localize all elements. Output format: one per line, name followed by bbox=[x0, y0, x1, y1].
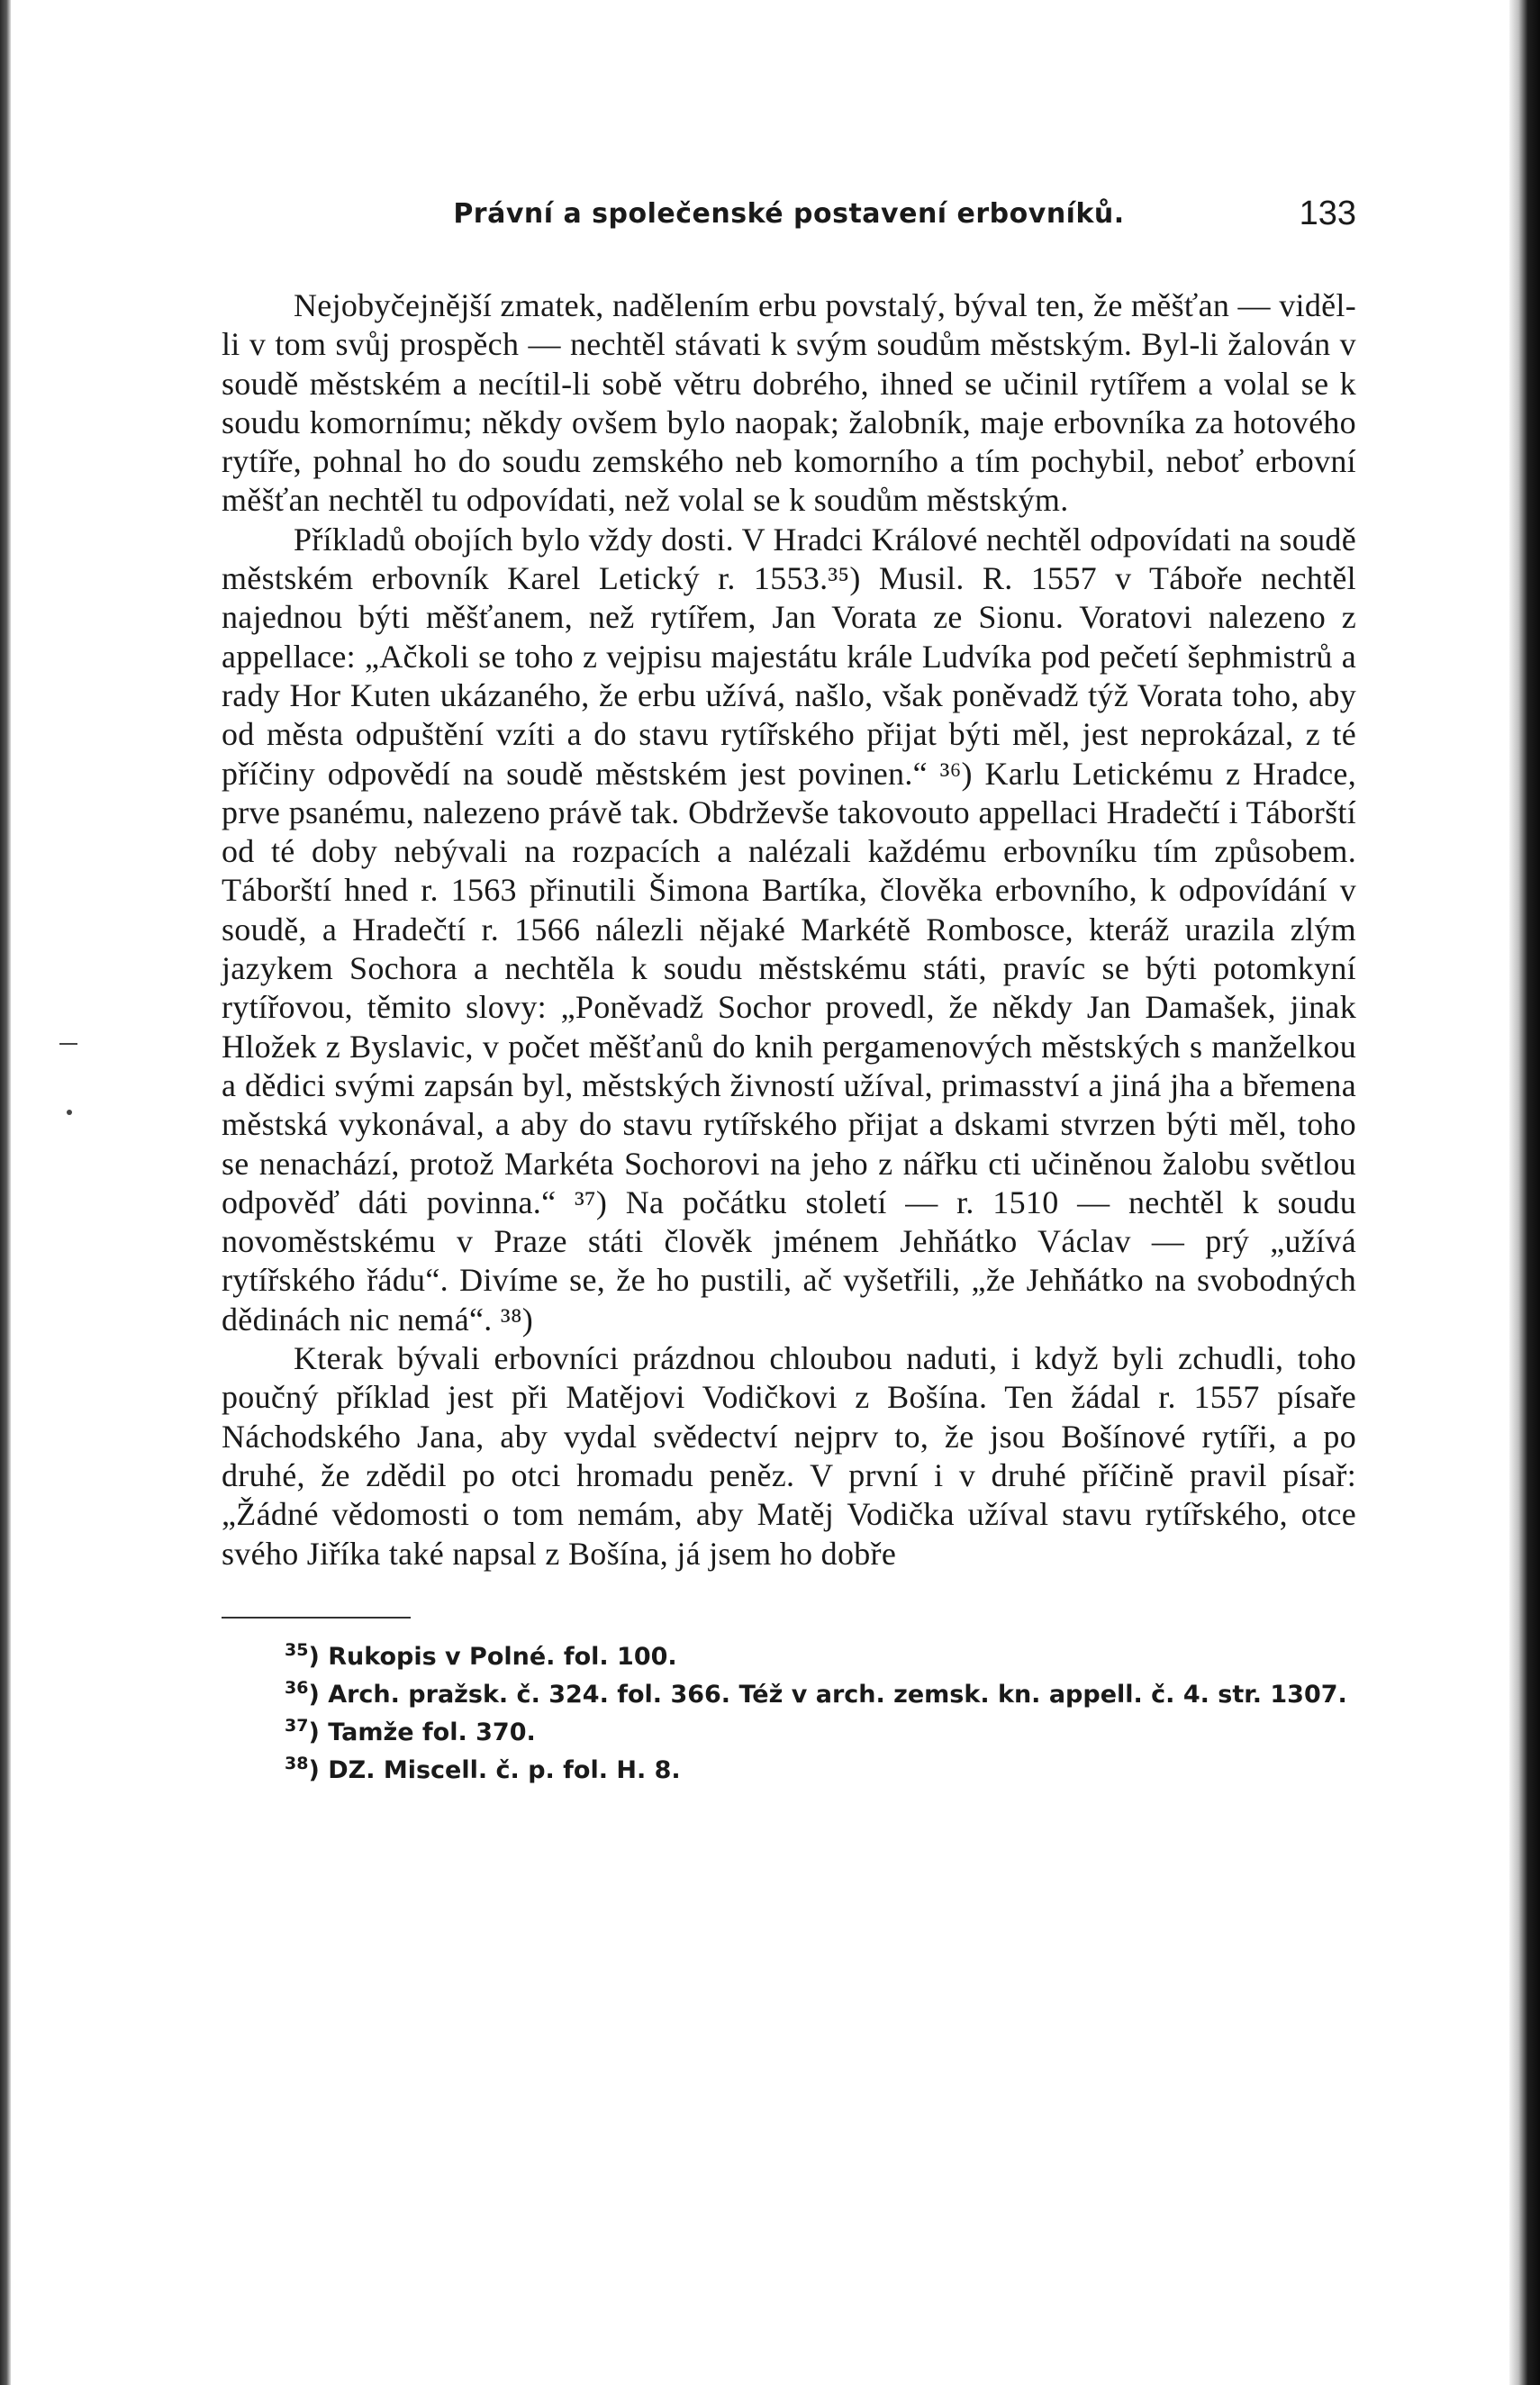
footnote: $^{37}$) Tamže fol. 370. bbox=[285, 1715, 536, 1746]
page-content bbox=[222, 189, 1356, 1786]
footnote-text: DZ. Miscell. č. p. fol. H. 8. bbox=[328, 1755, 681, 1784]
scan-edge-left bbox=[0, 0, 11, 2385]
paragraph: Nejobyčejnější zmatek, nadělením erbu povstalý, býval ten, že měšťan — viděl-li v tom svůj prospěch — nechtěl stávati k svým soudům městským. Byl-li žalován v soudě městském a necítil-li sobě větru dobrého, ihned se učinil rytířem a volal se k soudu komornímu; někdy ovšem bylo naopak; žalobník, maje erbovníka za hotového rytíře, pohnal ho do soudu zemského neb komorního a tím pochybil, neboť erbovní měšťan nechtěl tu odpovídati, než volal se k soudům městským. bbox=[222, 287, 1356, 519]
footnote: $^{35}$) Rukopis v Polné. fol. 100. bbox=[285, 1639, 677, 1671]
page-number: 133 bbox=[1299, 195, 1356, 232]
margin-mark bbox=[59, 1043, 77, 1045]
footnote: $^{36}$) Arch. pražsk. č. 324. fol. 366. Též v arch. zemsk. kn. appell. č. 4. str. 1307. bbox=[285, 1677, 1347, 1709]
footnotes bbox=[222, 1635, 1356, 1786]
footnote: $^{38}$) DZ. Miscell. č. p. fol. H. 8. bbox=[285, 1753, 681, 1784]
footnote-marker: 36 bbox=[285, 1677, 309, 1698]
margin-dot bbox=[67, 1110, 72, 1115]
footnote-divider bbox=[222, 1617, 411, 1619]
paragraph: Kterak bývali erbovníci prázdnou chloubou naduti, i když byli zchudli, toho poučný příklad jest při Matějovi Vodičkovi z Bošína. Ten žádal r. 1557 písaře Náchodského Jana, aby vydal svědectví nejprv to, že jsou Bošínové rytíři, a po druhé, že zdědil po otci hromadu peněz. V první i v druhé příčině pravil písař: „Žádné vědomosti o tom nemám, aby Matěj Vodička užíval stavu rytířského, otce svého Jiříka také napsal z Bošína, já jsem ho dobře bbox=[222, 1340, 1356, 1572]
paragraph: Příkladů obojích bylo vždy dosti. V Hradci Králové nechtěl odpovídati na soudě městském erbovník Karel Letický r. 1553.³⁵) Musil. R. 1557 v Táboře nechtěl najednou býti měšťanem, než rytířem, Jan Vorata ze Sionu. Voratovi nalezeno z appellace: „Ačkoli se toho z vejpisu majestátu krále Ludvíka pod pečetí šephmistrů a rady Hor Kuten ukázaného, že erbu užívá, našlo, však poněvadž týž Vorata toho, aby od města odpuštění vzíti a do stavu rytířského přijat býti měl, jest neprokázal, z té příčiny odpovědí na soudě městském jest povinen.“ ³⁶) Karlu Letickému z Hradce, prve psanému, nalezeno právě tak. Obdrževše takovouto appellaci Hradečtí i Táborští od té doby nebývali na rozpacích a nalézali každému erbovníku tím způsobem. Táborští hned r. 1563 přinutili Šimona Bartíka, člověka erbovního, k odpovídání v soudě, a Hradečtí r. 1566 nálezli nějaké Markétě Rombosce, kteráž urazila zlým jazykem Sochora a nechtěla k soudu městskému státi, pravíc se býti potomkyní rytířovou, těmito slovy: „Poněvadž Sochor provedl, že někdy Jan Damašek, jinak Hložek z Byslavic, v počet měšťanů do knih pergamenových městských s manželkou a dědici svými zapsán byl, městských živností užíval, primasství a jiná jha a břemena městská vykonával, a aby do stavu rytířského přijat a dskami stvrzen býti měl, toho se nenachází, protož Markéta Sochorovi na jeho z nářku cti učiněnou žalobu světlou odpověď dáti povinna.“ ³⁷) Na počátku století — r. 1510 — nechtěl k soudu novoměstskému v Praze státi člověk jménem Jehňátko Václav — prý „užívá rytířského řádu“. Divíme se, že ho pustili, ač vyšetřili, „že Jehňátko na svobodných dědinách nic nemá“. ³⁸) bbox=[222, 521, 1356, 1338]
scan-edge-right bbox=[1509, 0, 1540, 2385]
running-title: Právní a společenské postavení erbovníků. bbox=[453, 198, 1125, 230]
footnote-text: Rukopis v Polné. fol. 100. bbox=[328, 1642, 677, 1671]
running-head bbox=[222, 189, 1356, 243]
footnote-marker: 37 bbox=[285, 1715, 309, 1736]
body-text bbox=[222, 286, 1356, 1573]
footnote-text: Arch. pražsk. č. 324. fol. 366. Též v arch. zemsk. kn. appell. č. 4. str. 1307. bbox=[328, 1680, 1347, 1709]
footnote-marker: 38 bbox=[285, 1753, 309, 1773]
footnote-text: Tamže fol. 370. bbox=[328, 1718, 536, 1746]
footnote-marker: 35 bbox=[285, 1639, 309, 1660]
